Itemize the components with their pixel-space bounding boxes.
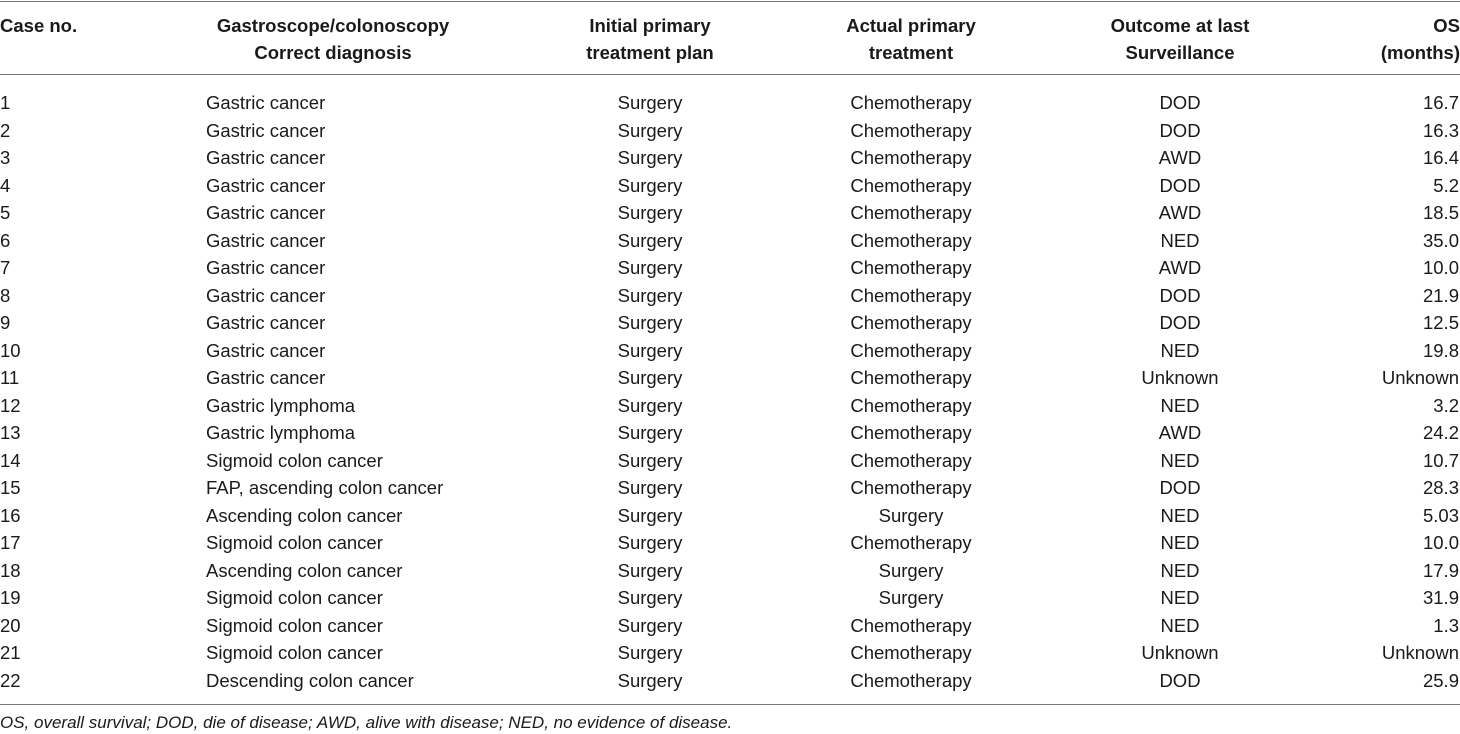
cell-diagnosis: Gastric cancer: [206, 92, 326, 113]
cell-os: 35.0: [1422, 229, 1459, 251]
table-row: [0, 89, 1460, 117]
table-row: [0, 639, 1460, 667]
cell-os: 1.3: [1433, 614, 1459, 636]
table-row: [0, 392, 1460, 420]
cell-initial-plan: Surgery: [617, 504, 683, 526]
cell-os: 17.9: [1422, 559, 1459, 581]
cell-initial-plan: Surgery: [617, 229, 683, 251]
cell-case-no: 3: [0, 147, 11, 168]
cell-initial-plan: Surgery: [617, 614, 683, 636]
cell-case-no: 17: [0, 532, 21, 553]
cell-outcome: Unknown: [1141, 367, 1219, 388]
cell-actual-treatment: Surgery: [878, 559, 944, 581]
cell-os: Unknown: [1381, 367, 1459, 388]
cell-os: 18.5: [1422, 202, 1459, 223]
cell-os: 10.0: [1422, 532, 1459, 553]
header-initial-plan: Initial primary treatment plan: [586, 15, 714, 63]
cell-case-no: 15: [0, 477, 21, 498]
header-case-no: Case no.: [0, 15, 78, 36]
cell-diagnosis: Gastric cancer: [206, 312, 326, 333]
cell-case-no: 1: [0, 92, 11, 113]
cell-diagnosis: Gastric cancer: [206, 119, 326, 141]
table-row: [0, 447, 1460, 475]
table-row: [0, 474, 1460, 502]
cell-diagnosis: Ascending colon cancer: [206, 504, 403, 526]
cell-diagnosis: Gastric cancer: [206, 174, 326, 196]
cell-outcome: DOD: [1159, 312, 1201, 333]
cell-outcome: DOD: [1159, 284, 1201, 306]
cell-actual-treatment: Surgery: [878, 504, 944, 526]
cell-os: 16.4: [1422, 147, 1459, 168]
cell-initial-plan: Surgery: [617, 642, 683, 663]
table-row: [0, 144, 1460, 172]
cell-diagnosis: Sigmoid colon cancer: [206, 587, 383, 608]
cell-initial-plan: Surgery: [617, 257, 683, 278]
cell-actual-treatment: Chemotherapy: [850, 367, 972, 388]
cell-diagnosis: Sigmoid colon cancer: [206, 642, 383, 663]
cell-diagnosis: Gastric cancer: [206, 339, 326, 361]
table-row: [0, 172, 1460, 200]
table-row: [0, 227, 1460, 255]
table-row: [0, 337, 1460, 365]
cell-case-no: 10: [0, 339, 21, 361]
cell-outcome: AWD: [1158, 202, 1202, 223]
cell-outcome: DOD: [1159, 477, 1201, 498]
cell-os: 31.9: [1422, 587, 1459, 608]
table-row: [0, 529, 1460, 557]
cell-os: 12.5: [1422, 312, 1459, 333]
cell-case-no: 7: [0, 257, 11, 278]
cell-actual-treatment: Chemotherapy: [850, 449, 972, 471]
cell-outcome: Unknown: [1141, 642, 1219, 663]
cell-diagnosis: Gastric cancer: [206, 147, 326, 168]
cell-os: 21.9: [1422, 284, 1459, 306]
cell-initial-plan: Surgery: [617, 284, 683, 306]
cell-case-no: 21: [0, 642, 21, 663]
cell-outcome: AWD: [1158, 257, 1202, 278]
cell-outcome: NED: [1160, 532, 1200, 553]
cell-os: 3.2: [1433, 394, 1459, 416]
cell-initial-plan: Surgery: [617, 587, 683, 608]
cell-actual-treatment: Chemotherapy: [850, 614, 972, 636]
cell-outcome: DOD: [1159, 119, 1201, 141]
cell-os: 24.2: [1422, 422, 1459, 443]
cell-os: 5.03: [1422, 504, 1459, 526]
cell-case-no: 11: [0, 367, 20, 388]
cell-case-no: 22: [0, 669, 21, 691]
cell-initial-plan: Surgery: [617, 92, 683, 113]
table-body: [0, 89, 1460, 694]
cell-actual-treatment: Chemotherapy: [850, 284, 972, 306]
cell-diagnosis: Ascending colon cancer: [206, 559, 403, 581]
cell-case-no: 8: [0, 284, 11, 306]
cell-actual-treatment: Surgery: [878, 587, 944, 608]
cell-actual-treatment: Chemotherapy: [850, 477, 972, 498]
cell-outcome: NED: [1160, 559, 1200, 581]
cell-outcome: DOD: [1159, 174, 1201, 196]
cell-initial-plan: Surgery: [617, 477, 683, 498]
cell-initial-plan: Surgery: [617, 367, 683, 388]
table-row: [0, 309, 1460, 337]
table-row: [0, 502, 1460, 530]
cell-diagnosis: Descending colon cancer: [206, 669, 414, 691]
cell-actual-treatment: Chemotherapy: [850, 119, 972, 141]
cell-actual-treatment: Chemotherapy: [850, 532, 972, 553]
cell-case-no: 20: [0, 614, 21, 636]
cell-outcome: NED: [1160, 614, 1200, 636]
cell-actual-treatment: Chemotherapy: [850, 202, 972, 223]
cell-actual-treatment: Chemotherapy: [850, 312, 972, 333]
cell-outcome: NED: [1160, 339, 1200, 361]
cell-os: 10.7: [1422, 449, 1459, 471]
cell-case-no: 4: [0, 174, 11, 196]
cell-initial-plan: Surgery: [617, 394, 683, 416]
cell-diagnosis: Gastric cancer: [206, 229, 326, 251]
cell-diagnosis: FAP, ascending colon cancer: [206, 477, 444, 498]
cell-case-no: 13: [0, 422, 21, 443]
cell-actual-treatment: Chemotherapy: [850, 147, 972, 168]
cell-initial-plan: Surgery: [617, 339, 683, 361]
cell-diagnosis: Gastric cancer: [206, 202, 326, 223]
cell-case-no: 14: [0, 449, 21, 471]
header-diagnosis: Gastroscope/colonoscopy Correct diagnosis: [216, 15, 450, 63]
table-bottom-rule: [0, 704, 1460, 705]
cell-actual-treatment: Chemotherapy: [850, 669, 972, 691]
table-row: [0, 199, 1460, 227]
header-os: OS (months): [1380, 15, 1460, 63]
cell-case-no: 5: [0, 202, 11, 223]
table-row: [0, 254, 1460, 282]
table-footnote: OS, overall survival; DOD, die of disease; AWD, alive with disease; NED, no evidence of disease.: [0, 713, 733, 732]
cell-actual-treatment: Chemotherapy: [850, 174, 972, 196]
cell-initial-plan: Surgery: [617, 422, 683, 443]
table-row: [0, 584, 1460, 612]
table-row: [0, 419, 1460, 447]
cell-os: 16.7: [1422, 92, 1459, 113]
cell-case-no: 16: [0, 504, 21, 526]
cell-outcome: NED: [1160, 449, 1200, 471]
cell-actual-treatment: Chemotherapy: [850, 394, 972, 416]
cell-outcome: NED: [1160, 504, 1200, 526]
cell-diagnosis: Sigmoid colon cancer: [206, 532, 383, 553]
table-row: [0, 667, 1460, 695]
cell-os: Unknown: [1381, 642, 1459, 663]
cell-actual-treatment: Chemotherapy: [850, 642, 972, 663]
cell-case-no: 9: [0, 312, 11, 333]
cell-initial-plan: Surgery: [617, 147, 683, 168]
cell-initial-plan: Surgery: [617, 559, 683, 581]
table-row: [0, 612, 1460, 640]
cell-initial-plan: Surgery: [617, 449, 683, 471]
header-outcome: Outcome at last Surveillance: [1110, 15, 1250, 63]
cell-outcome: AWD: [1158, 422, 1202, 443]
cell-os: 19.8: [1422, 339, 1459, 361]
cell-case-no: 12: [0, 394, 21, 416]
table-row: [0, 557, 1460, 585]
cell-diagnosis: Gastric cancer: [206, 367, 326, 388]
cell-os: 28.3: [1422, 477, 1459, 498]
cell-case-no: 18: [0, 559, 21, 581]
table-header-rule: [0, 74, 1460, 75]
cell-case-no: 6: [0, 229, 11, 251]
cell-initial-plan: Surgery: [617, 174, 683, 196]
cell-diagnosis: Gastric lymphoma: [206, 422, 356, 443]
header-actual-treatment: Actual primary treatment: [846, 15, 976, 63]
cell-outcome: AWD: [1158, 147, 1202, 168]
cell-actual-treatment: Chemotherapy: [850, 229, 972, 251]
cell-os: 10.0: [1422, 257, 1459, 278]
cell-actual-treatment: Chemotherapy: [850, 257, 972, 278]
cell-os: 16.3: [1422, 119, 1459, 141]
cell-outcome: NED: [1160, 587, 1200, 608]
cell-initial-plan: Surgery: [617, 202, 683, 223]
cell-actual-treatment: Chemotherapy: [850, 422, 972, 443]
table-header: [0, 12, 1460, 72]
cell-case-no: 2: [0, 119, 11, 141]
cell-initial-plan: Surgery: [617, 119, 683, 141]
table-row: [0, 282, 1460, 310]
cell-os: 5.2: [1433, 174, 1459, 196]
cell-outcome: NED: [1160, 229, 1200, 251]
table-top-rule: [0, 1, 1460, 2]
cell-diagnosis: Gastric cancer: [206, 284, 326, 306]
cell-actual-treatment: Chemotherapy: [850, 92, 972, 113]
cell-initial-plan: Surgery: [617, 532, 683, 553]
cell-diagnosis: Gastric cancer: [206, 257, 326, 278]
cell-initial-plan: Surgery: [617, 669, 683, 691]
cell-case-no: 19: [0, 587, 21, 608]
cell-actual-treatment: Chemotherapy: [850, 339, 972, 361]
cell-os: 25.9: [1422, 669, 1459, 691]
cell-diagnosis: Sigmoid colon cancer: [206, 449, 383, 471]
cell-initial-plan: Surgery: [617, 312, 683, 333]
cell-diagnosis: Gastric lymphoma: [206, 394, 356, 416]
cell-diagnosis: Sigmoid colon cancer: [206, 614, 383, 636]
table-row: [0, 364, 1460, 392]
cell-outcome: DOD: [1159, 92, 1201, 113]
cell-outcome: NED: [1160, 394, 1200, 416]
cell-outcome: DOD: [1159, 669, 1201, 691]
table-row: [0, 117, 1460, 145]
